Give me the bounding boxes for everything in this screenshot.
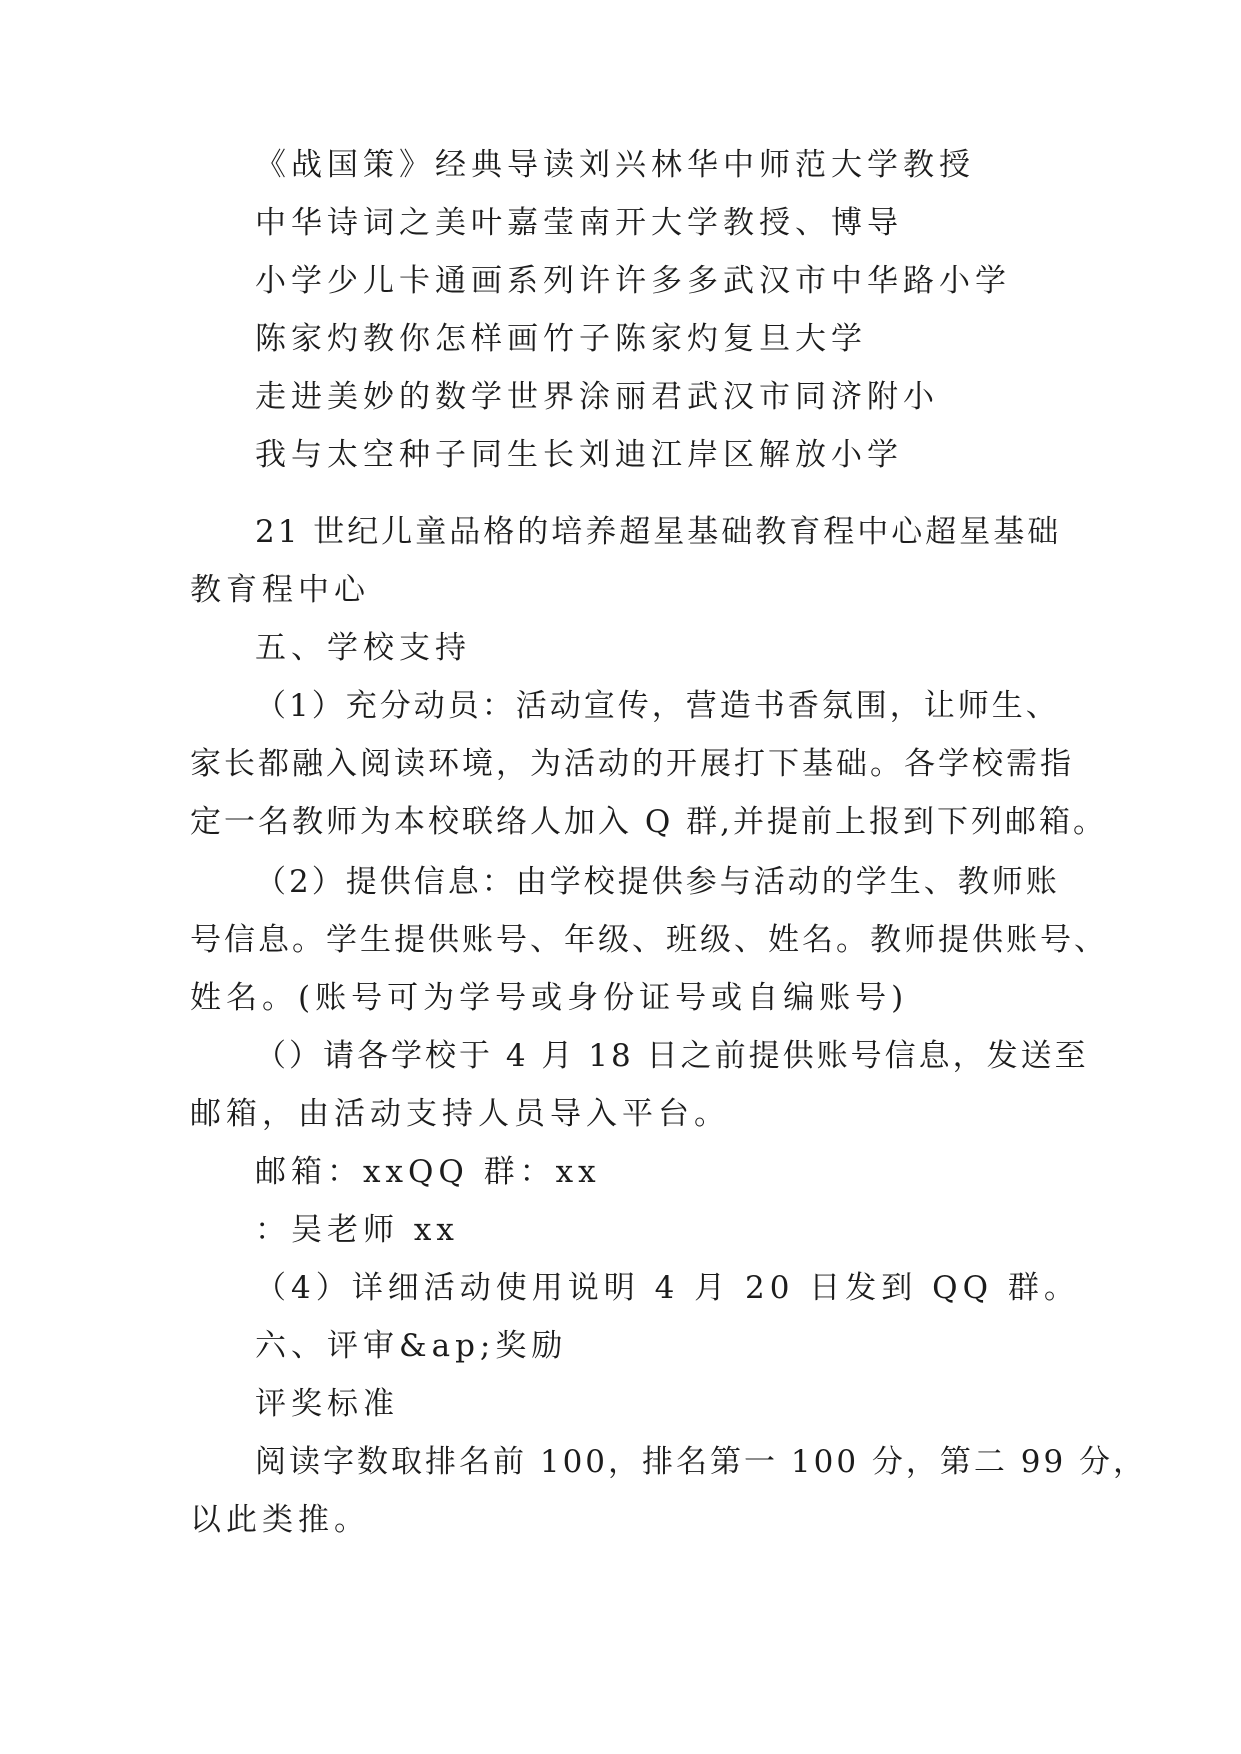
section-heading: 五、学校支持	[255, 630, 471, 666]
subheading: 评奖标准	[255, 1386, 399, 1422]
text-line: 号信息。学生提供账号、年级、班级、姓名。教师提供账号、	[190, 922, 1108, 958]
text-line: ：吴老师 xx	[255, 1212, 459, 1248]
text-line: 以此类推。	[190, 1502, 370, 1538]
text-line: 定一名教师为本校联络人加入 Q 群,并提前上报到下列邮箱。	[190, 804, 1107, 840]
text-line: 陈家灼教你怎样画竹子陈家灼复旦大学	[255, 321, 867, 357]
text-line: 姓名。(账号可为学号或身份证号或自编账号)	[190, 980, 909, 1016]
text-line: 邮箱，由活动支持人员导入平台。	[190, 1096, 730, 1132]
text-line: 《战国策》经典导读刘兴林华中师范大学教授	[255, 147, 975, 183]
text-line: 小学少儿卡通画系列许许多多武汉市中华路小学	[255, 263, 1011, 299]
text-line: 邮箱：xxQQ 群：xx	[255, 1154, 601, 1190]
text-line: 我与太空种子同生长刘迪江岸区解放小学	[255, 437, 903, 473]
text-line: （4）详细活动使用说明 4 月 20 日发到 QQ 群。	[255, 1270, 1080, 1306]
text-line: （）请各学校于 4 月 18 日之前提供账号信息，发送至	[255, 1038, 1089, 1074]
text-line: 教育程中心	[190, 572, 370, 608]
text-line: 走进美妙的数学世界涂丽君武汉市同济附小	[255, 379, 939, 415]
text-line: 21 世纪儿童品格的培养超星基础教育程中心超星基础	[255, 514, 1062, 550]
text-line: 阅读字数取排名前 100，排名第一 100 分，第二 99 分，	[255, 1444, 1148, 1480]
text-line: 中华诗词之美叶嘉莹南开大学教授、博导	[255, 205, 903, 241]
text-line: （2）提供信息：由学校提供参与活动的学生、教师账	[255, 864, 1060, 900]
text-line: 家长都融入阅读环境，为活动的开展打下基础。各学校需指	[190, 746, 1074, 782]
text-line: （1）充分动员：活动宣传，营造书香氛围，让师生、	[255, 688, 1060, 724]
section-heading: 六、评审&ap;奖励	[255, 1328, 568, 1364]
